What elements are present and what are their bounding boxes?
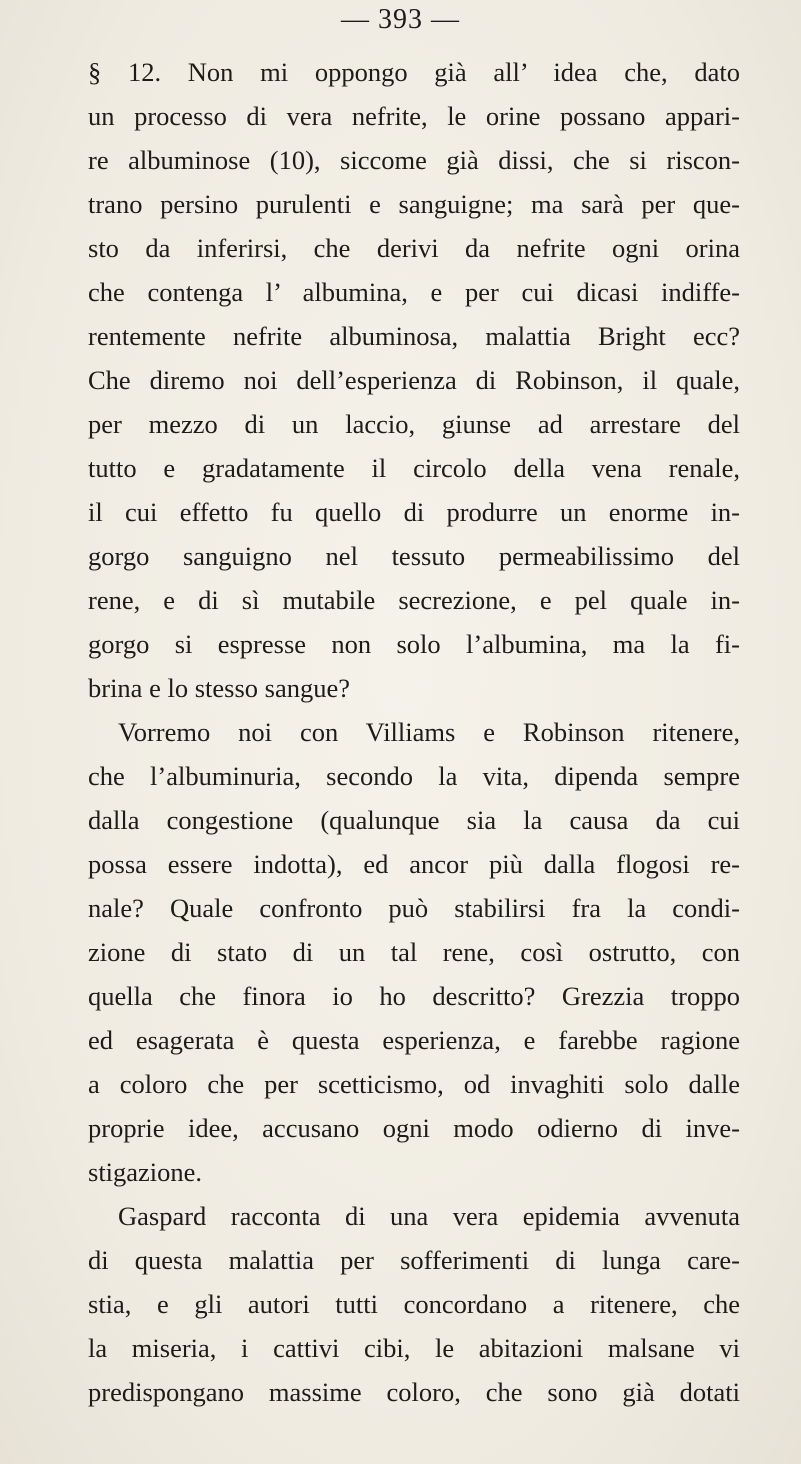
text-line: quella che finora io ho descritto? Grezzia troppo [88,981,740,1011]
text-line: zione di stato di un tal rene, così ostrutto, con [88,937,740,967]
text-line: Gaspard racconta di una vera epidemia avvenuta [118,1201,740,1231]
text-line: Vorremo noi con Villiams e Robinson ritenere, [118,717,740,747]
text-line: brina e lo stesso sangue? [88,673,350,703]
text-line: Che diremo noi dell’esperienza di Robinson, il quale, [88,365,740,395]
text-line: rene, e di sì mutabile secrezione, e pel quale in- [88,585,740,615]
text-line: predispongano massime coloro, che sono già dotati [88,1377,740,1407]
text-line: un processo di vera nefrite, le orine possano appari- [88,101,740,131]
text-line: stigazione. [88,1157,203,1187]
page-number: — 393 — [341,4,460,35]
text-line: rentemente nefrite albuminosa, malattia Bright ecc? [88,321,740,351]
text-line: proprie idee, accusano ogni modo odierno di inve- [88,1113,740,1143]
text-line: il cui effetto fu quello di produrre un enorme in- [88,497,740,527]
text-line: possa essere indotta), ed ancor più dalla flogosi re- [88,849,740,879]
text-line: nale? Quale confronto può stabilirsi fra la condi- [88,893,740,923]
text-line: ed esagerata è questa esperienza, e farebbe ragione [88,1025,740,1055]
text-line: gorgo si espresse non solo l’albumina, ma la fi- [88,629,740,659]
text-line: di questa malattia per sofferimenti di lunga care- [88,1245,740,1275]
text-line: re albuminose (10), siccome già dissi, che si riscon- [88,145,740,175]
text-line: che contenga l’ albumina, e per cui dicasi indiffe- [88,277,740,307]
text-line: la miseria, i cattivi cibi, le abitazioni malsane vi [88,1333,740,1363]
text-line: che l’albuminuria, secondo la vita, dipenda sempre [88,761,740,791]
text-line: sto da inferirsi, che derivi da nefrite ogni orina [88,233,740,263]
text-line: stia, e gli autori tutti concordano a ritenere, che [88,1289,740,1319]
text-line: dalla congestione (qualunque sia la causa da cui [88,805,740,835]
body-text [88,50,740,1414]
text-line: tutto e gradatamente il circolo della vena renale, [88,453,740,483]
text-line: per mezzo di un laccio, giunse ad arrestare del [88,409,740,439]
text-line: trano persino purulenti e sanguigne; ma sarà per que- [88,189,740,219]
text-line: gorgo sanguigno nel tessuto permeabilissimo del [88,541,740,571]
text-line: § 12. Non mi oppongo già all’ idea che, dato [88,57,740,87]
text-line: a coloro che per scetticismo, od invaghiti solo dalle [88,1069,740,1099]
